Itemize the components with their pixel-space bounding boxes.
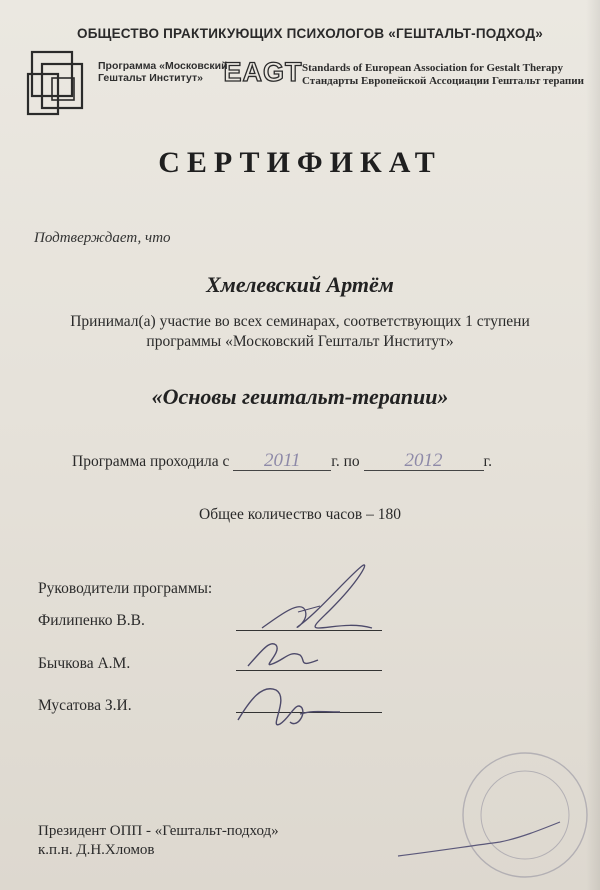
confirms-text: Подтверждает, что xyxy=(34,230,171,246)
year-from-field: 2011 xyxy=(233,452,331,471)
program-from-label: Программа проходила с xyxy=(72,453,230,470)
standards-russian: Стандарты Европейской Ассоциации Гештальт терапии xyxy=(302,75,584,87)
president-name: к.п.н. Д.Н.Хломов xyxy=(38,842,155,858)
participation-line1: Принимал(а) участие во всех семинарах, соответствующих 1 ступени xyxy=(70,313,530,330)
signature-line-1 xyxy=(236,630,382,631)
total-hours xyxy=(0,506,600,524)
program-name-line1: Программа «Московский xyxy=(98,60,228,72)
hours-value: 180 xyxy=(377,506,401,523)
leader-name-3: Мусатова З.И. xyxy=(38,697,132,714)
institute-logo-icon xyxy=(26,48,88,120)
organization-title: ОБЩЕСТВО ПРАКТИКУЮЩИХ ПСИХОЛОГОВ «ГЕШТАЛЬТ-ПОДХОД» xyxy=(77,26,543,41)
signature-1-icon xyxy=(262,565,372,628)
year-end-label: г. xyxy=(483,453,493,470)
hours-label: Общее количество часов – xyxy=(199,506,374,523)
president-block xyxy=(38,822,279,860)
leader-name-2: Бычкова А.М. xyxy=(38,655,131,672)
course-title: «Основы гештальт-терапии» xyxy=(151,384,449,409)
program-name xyxy=(98,60,228,84)
paper-shadow xyxy=(586,0,600,890)
stamp-icon xyxy=(463,753,587,877)
program-leaders-heading: Руководители программы: xyxy=(38,580,213,597)
signature-line-2 xyxy=(236,670,382,671)
signature-line-3 xyxy=(236,712,382,713)
program-name-line2: Гештальт Институт» xyxy=(98,72,203,84)
certificate-title: СЕРТИФИКАТ xyxy=(158,146,442,179)
participation-text xyxy=(0,312,600,352)
program-dates xyxy=(72,452,492,471)
signature-president-icon xyxy=(398,822,560,856)
eagt-standards xyxy=(302,62,584,88)
eagt-logo-text: EAGT xyxy=(223,57,303,87)
participation-line2: программы «Московский Гештальт Институт» xyxy=(146,333,454,350)
recipient-name: Хмелевский Артём xyxy=(206,272,394,297)
eagt-logo xyxy=(223,53,303,89)
year-to-field: 2012 xyxy=(364,452,484,471)
president-title: Президент ОПП - «Гештальт-подход» xyxy=(38,823,279,839)
signature-2-icon xyxy=(248,644,318,666)
year-to-label: г. по xyxy=(331,453,360,470)
leader-name-1: Филипенко В.В. xyxy=(38,612,145,629)
standards-english: Standards of European Association for Gestalt Therapy xyxy=(302,62,563,74)
signature-3-icon xyxy=(238,689,340,725)
